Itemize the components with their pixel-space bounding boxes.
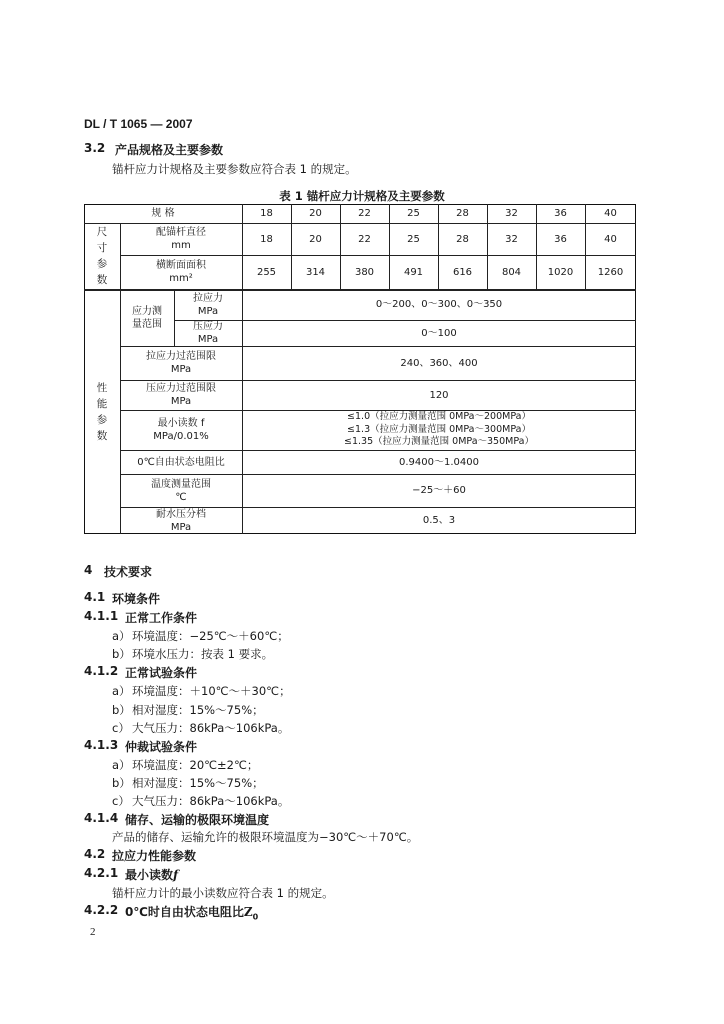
section-4-1-2-number: 4.1.2 <box>84 664 119 678</box>
tension-value: 0～200、0～300、0～350 <box>375 299 503 310</box>
spec-value: 32 <box>505 208 518 219</box>
perf-params-group-label: 性 能 参 数 <box>96 381 108 442</box>
compression-over-label: 压应力过范围限 MPa <box>146 383 216 407</box>
section-3-2-number: 3.2 <box>84 141 106 155</box>
section-4-1-4-number: 4.1.4 <box>84 811 119 825</box>
compression-value: 0～100 <box>421 327 457 339</box>
section-4-2-2-title: 0℃时自由状态电阻比$Z_0$ <box>125 905 259 922</box>
rod-diameter-value: 22 <box>358 233 371 245</box>
list-item-mark: a） <box>112 684 131 698</box>
spec-value: 28 <box>456 208 469 219</box>
section-4-2-title: 拉应力性能参数 <box>112 849 197 863</box>
rod-diameter-value: 28 <box>456 233 469 245</box>
section-4-1-2-title: 正常试验条件 <box>125 666 198 680</box>
tension-over-label: 拉应力过范围限 MPa <box>146 351 216 375</box>
spec-table <box>84 204 636 534</box>
spec-value: 36 <box>554 208 567 219</box>
area-value: 1020 <box>547 266 574 278</box>
list-item-mark: c） <box>112 794 130 808</box>
stress-range-label: 应力测 量范围 <box>132 305 162 330</box>
list-item-text: 环境温度：＋10℃～＋30℃； <box>132 684 291 698</box>
list-item-text: 大气压力：86kPa～106kPa。 <box>132 721 290 735</box>
resistance-ratio-label: 0℃自由状态电阻比 <box>137 456 225 468</box>
compression-label: 压应力 MPa <box>193 321 223 345</box>
list-item-text: 相对湿度：15%～75%； <box>132 703 264 717</box>
list-item-text: 相对湿度：15%～75%； <box>132 776 264 790</box>
water-pressure-value: 0.5、3 <box>422 515 456 526</box>
section-4-2-1-text: 锚杆应力计的最小读数应符合表 1 的规定。 <box>112 886 334 900</box>
area-value: 804 <box>501 266 522 278</box>
list-item-text: 环境温度：20℃±2℃； <box>132 758 259 772</box>
section-3-2-title: 产品规格及主要参数 <box>115 143 224 157</box>
spec-value: 40 <box>604 208 617 219</box>
spec-value: 20 <box>309 208 322 219</box>
list-item-mark: b） <box>112 776 131 790</box>
area-value: 616 <box>452 266 473 278</box>
temp-range-label: 温度测量范围 ℃ <box>151 478 211 503</box>
area-value: 491 <box>403 266 424 278</box>
area-value: 380 <box>354 266 375 278</box>
size-params-group-label: 尺 寸 参 数 <box>96 226 108 286</box>
section-4-1-4-text: 产品的储存、运输允许的极限环境温度为−30℃～＋70℃。 <box>112 830 419 844</box>
area-value: 1260 <box>597 266 624 278</box>
list-item-text: 大气压力：86kPa～106kPa。 <box>132 794 290 808</box>
section-4-1-3-number: 4.1.3 <box>84 738 119 752</box>
section-4-title: 技术要求 <box>104 565 153 579</box>
water-pressure-label: 耐水压分档 MPa <box>156 508 206 533</box>
rod-diameter-value: 25 <box>407 233 420 245</box>
compression-over-value: 120 <box>429 389 449 401</box>
page-number: 2 <box>90 926 96 938</box>
rod-diameter-label: 配锚杆直径 mm <box>156 227 206 251</box>
rod-diameter-value: 36 <box>554 233 567 245</box>
spec-value: 22 <box>358 208 371 219</box>
list-item-mark: b） <box>112 703 131 717</box>
section-4-1-3-title: 仲裁试验条件 <box>125 740 198 754</box>
tension-over-value: 240、360、400 <box>400 357 478 369</box>
rod-diameter-value: 40 <box>604 233 617 245</box>
list-item-mark: a） <box>112 629 131 643</box>
spec-header-label: 规 格 <box>151 208 175 219</box>
section-4-2-1-number: 4.2.1 <box>84 866 119 880</box>
tension-label: 拉应力 MPa <box>193 292 223 317</box>
temp-range-value: −25～＋60 <box>412 485 466 496</box>
rod-diameter-value: 20 <box>309 233 322 245</box>
min-reading-label: 最小读数 f MPa/0.01% <box>153 418 209 442</box>
area-value: 314 <box>305 266 326 278</box>
list-item-text: 环境温度：−25℃～＋60℃； <box>132 629 289 643</box>
section-4-2-1-title: 最小读数f <box>125 868 179 882</box>
resistance-ratio-value: 0.9400～1.0400 <box>399 456 479 468</box>
section-4-1-4-title: 储存、运输的极限环境温度 <box>125 813 270 827</box>
section-4-number: 4 <box>84 563 93 577</box>
section-4-2-2-number: 4.2.2 <box>84 903 119 917</box>
list-item-text: 环境水压力：按表 1 要求。 <box>132 647 274 661</box>
area-value: 255 <box>256 266 277 278</box>
section-4-1-title: 环境条件 <box>112 592 161 606</box>
rod-diameter-value: 32 <box>505 233 518 245</box>
rod-diameter-value: 18 <box>260 233 273 245</box>
spec-value: 25 <box>407 208 420 219</box>
min-reading-values: ≤1.0（拉应力测量范围 0MPa～200MPa） ≤1.3（拉应力测量范围 0MPa～300MPa） ≤1.35（拉应力测量范围 0MPa～350MPa） <box>344 411 534 448</box>
doc-code: DL / T 1065 — 2007 <box>84 117 193 131</box>
section-4-1-1-title: 正常工作条件 <box>125 611 198 625</box>
section-4-1-1-number: 4.1.1 <box>84 609 119 623</box>
area-label: 横断面面积 mm² <box>156 260 206 284</box>
section-4-1-number: 4.1 <box>84 590 106 604</box>
spec-value: 18 <box>260 208 273 219</box>
list-item-mark: c） <box>112 721 130 735</box>
table-caption: 表 1 锚杆应力计规格及主要参数 <box>279 189 445 203</box>
section-3-2-text: 锚杆应力计规格及主要参数应符合表 1 的规定。 <box>112 162 357 176</box>
list-item-mark: a） <box>112 758 131 772</box>
list-item-mark: b） <box>112 647 131 661</box>
section-4-2-number: 4.2 <box>84 847 106 861</box>
